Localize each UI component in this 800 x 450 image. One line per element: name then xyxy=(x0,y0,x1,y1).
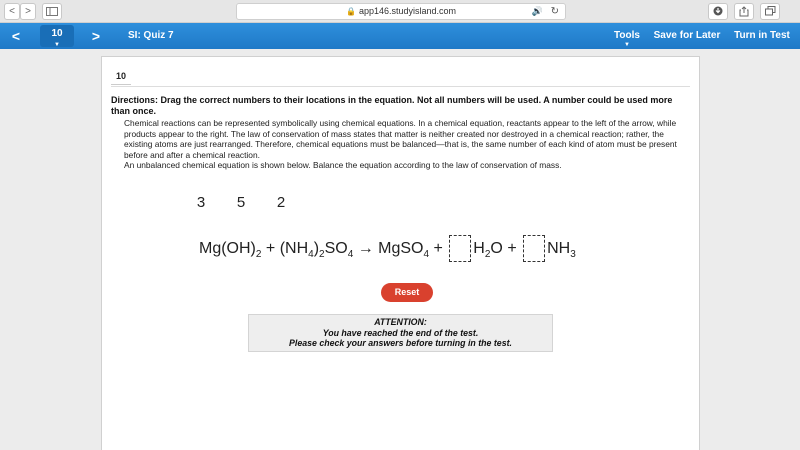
product-ammonia: $NH_3$ xyxy=(547,240,576,260)
number-tile-2[interactable]: 2 xyxy=(276,194,286,211)
reactant-magnesium-hydroxide: $Mg(OH)_2$ xyxy=(199,240,262,260)
tools-menu-button[interactable] xyxy=(608,26,646,46)
product-water: $H_2O$ xyxy=(473,240,503,260)
passage xyxy=(124,118,684,171)
reactant-ammonium-sulfate: $(NH_4)_2SO_4$ xyxy=(279,240,354,260)
chevron-down-icon: ▼ xyxy=(54,42,60,48)
reset-button[interactable]: Reset xyxy=(381,283,433,302)
tabs-icon[interactable] xyxy=(760,3,780,20)
plus-sign: + xyxy=(429,240,448,257)
question-number: 10 xyxy=(51,28,63,39)
browser-back-button[interactable]: < xyxy=(4,3,20,20)
share-icon[interactable] xyxy=(734,3,754,20)
water-coefficient-drop-zone[interactable] xyxy=(449,235,471,262)
save-for-later-button[interactable]: Save for Later xyxy=(653,30,721,41)
number-tile-5[interactable]: 5 xyxy=(236,194,246,211)
sidebar-glyph xyxy=(46,7,58,16)
question-panel xyxy=(101,56,700,450)
quiz-title: SI: Quiz 7 xyxy=(128,30,174,41)
tools-label: Tools xyxy=(614,30,640,41)
quiz-toolbar xyxy=(0,23,800,49)
divider xyxy=(111,86,690,87)
ammonia-coefficient-drop-zone[interactable] xyxy=(523,235,545,262)
product-magnesium-sulfate: MgSO$_4$ xyxy=(378,240,430,260)
speaker-icon[interactable]: 🔊 xyxy=(531,6,543,16)
reaction-arrow: → xyxy=(353,240,379,257)
browser-chrome xyxy=(0,0,800,23)
lock-icon: 🔒 xyxy=(345,7,356,16)
chevron-down-icon: ▼ xyxy=(624,42,630,48)
attention-heading: ATTENTION: xyxy=(374,317,427,327)
plus-sign: + xyxy=(502,240,522,257)
next-question-button[interactable]: > xyxy=(91,28,101,44)
address-bar[interactable] xyxy=(236,3,566,20)
attention-line-2: Please check your answers before turning in the test. xyxy=(289,338,512,348)
previous-question-button[interactable]: < xyxy=(11,28,21,44)
passage-paragraph: An unbalanced chemical equation is shown below. Balance the equation according to the law of conservation of mass. xyxy=(124,160,562,171)
tabs-glyph xyxy=(765,6,776,16)
number-tile-3[interactable]: 3 xyxy=(196,194,206,211)
passage-paragraph: Chemical reactions can be represented symbolically using chemical equations. In a chemical equation, reactants appear to the left of the arrow, while products appear to the right. The law of conservation of mass states that matter is neither created nor destroyed in a chemical reaction; rather, the existing atoms are just rearranged. Therefore, chemical equations must be balanced—that is, the same number of each kind of atom must be present before and after a chemical reaction. xyxy=(124,118,677,160)
chemical-equation xyxy=(199,233,576,265)
browser-forward-button[interactable]: > xyxy=(20,3,36,20)
download-glyph xyxy=(713,6,723,16)
question-label: 10 xyxy=(111,69,131,85)
attention-line-1: You have reached the end of the test. xyxy=(322,327,479,338)
url-text: app146.studyisland.com xyxy=(358,6,457,16)
plus-sign: + xyxy=(261,240,280,257)
question-number-dropdown[interactable] xyxy=(40,25,74,47)
share-glyph xyxy=(739,6,749,17)
reload-icon[interactable]: ↻ xyxy=(550,6,559,17)
downloads-icon[interactable] xyxy=(708,3,728,20)
directions-text: Directions: Drag the correct numbers to their locations in the equation. Not all numbers will be used. A number could be used more than once. xyxy=(111,95,673,116)
turn-in-test-button[interactable]: Turn in Test xyxy=(734,30,790,41)
attention-notice xyxy=(248,314,553,352)
sidebar-icon[interactable] xyxy=(42,3,62,20)
